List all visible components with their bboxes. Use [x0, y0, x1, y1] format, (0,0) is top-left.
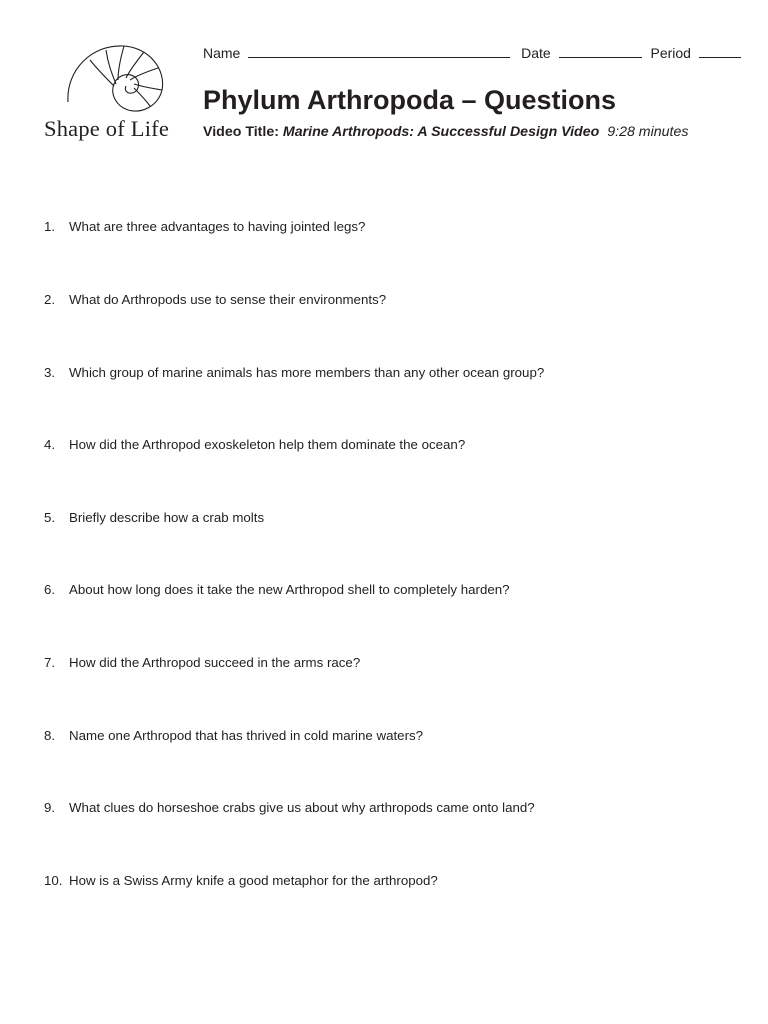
question-number: 2.: [44, 292, 56, 307]
question-text: How is a Swiss Army knife a good metaphor for the arthropod?: [69, 873, 438, 888]
period-field[interactable]: [699, 43, 741, 58]
name-field[interactable]: [248, 43, 510, 58]
question-number: 7.: [44, 655, 56, 670]
question-number: 1.: [44, 219, 56, 234]
student-info-line: [203, 43, 727, 63]
video-title-line: [203, 124, 688, 140]
question-text: Name one Arthropod that has thrived in cold marine waters?: [69, 728, 424, 743]
video-duration: 9:28 minutes: [607, 124, 689, 140]
question-text: How did the Arthropod succeed in the arms race?: [69, 655, 361, 670]
nautilus-shell-icon: [62, 40, 174, 114]
page-title: Phylum Arthropoda – Questions: [203, 85, 617, 115]
logo-text: Shape of Life: [44, 116, 170, 141]
question-text: How did the Arthropod exoskeleton help them dominate the ocean?: [69, 437, 466, 452]
question-item: [44, 655, 360, 670]
date-label: Date: [521, 45, 551, 61]
question-number: 4.: [44, 437, 56, 452]
video-title-label: Video Title:: [203, 124, 279, 140]
question-number: 10.: [44, 873, 63, 888]
question-text: Which group of marine animals has more members than any other ocean group?: [69, 365, 545, 380]
question-item: [44, 437, 465, 452]
question-text: What do Arthropods use to sense their environments?: [69, 292, 387, 307]
question-item: [44, 728, 423, 743]
question-item: [44, 873, 438, 888]
question-text: About how long does it take the new Arthropod shell to completely harden?: [69, 582, 510, 597]
question-item: [44, 510, 264, 525]
date-field[interactable]: [559, 43, 642, 58]
question-item: [44, 800, 535, 815]
shape-of-life-logo: [40, 40, 190, 150]
period-label: Period: [650, 45, 691, 61]
question-number: 9.: [44, 800, 56, 815]
question-number: 3.: [44, 365, 56, 380]
video-name: Marine Arthropods: A Successful Design Video: [282, 124, 600, 140]
question-number: 6.: [44, 582, 56, 597]
question-text: What are three advantages to having jointed legs?: [69, 219, 366, 234]
question-item: [44, 292, 386, 307]
question-text: Briefly describe how a crab molts: [69, 510, 265, 525]
question-item: [44, 582, 510, 597]
name-label: Name: [203, 45, 241, 61]
question-number: 8.: [44, 728, 56, 743]
question-text: What clues do horseshoe crabs give us about why arthropods came onto land?: [69, 800, 535, 815]
question-item: [44, 219, 365, 234]
question-number: 5.: [44, 510, 56, 525]
question-item: [44, 365, 544, 380]
